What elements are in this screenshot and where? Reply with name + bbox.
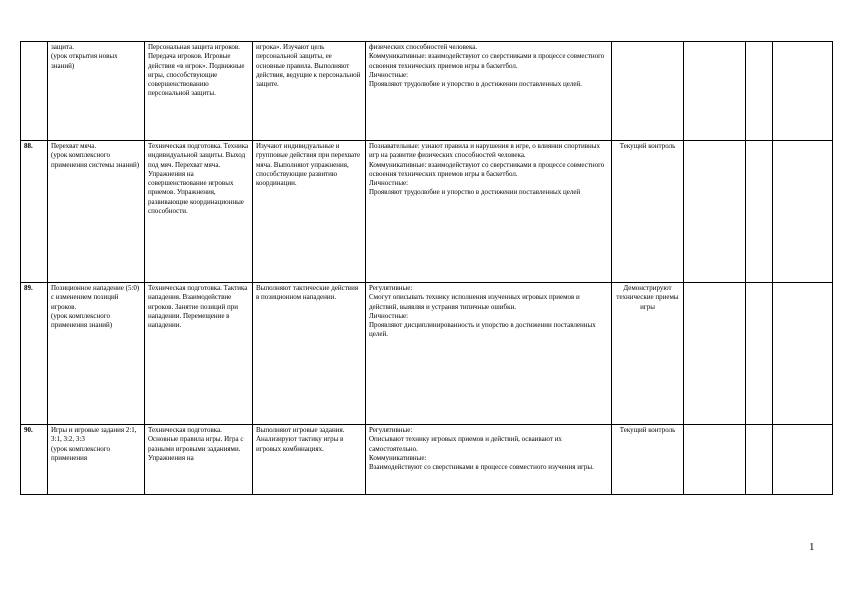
table-row <box>21 425 833 495</box>
empty-cell <box>684 283 746 425</box>
control-type: Текущий контроль <box>612 425 684 495</box>
lesson-topic: Позиционное нападение (5:0) с изменением позиций игроков. (урок комплексного применения знаний) <box>48 283 145 425</box>
empty-cell <box>773 42 833 141</box>
lesson-content: Техническая подготовка. Техника индивидуальной защиты. Выход под мяч. Перехват мяча. Упражнения на совершенствование игровых приемов. Упражнения, развивающие координационные способности. <box>145 141 253 283</box>
student-activity: Изучают индивидуальные и групповые действия при перехвате мяча. Выполняют упражнения, способствующие развитию координации. <box>253 141 366 283</box>
empty-cell <box>773 141 833 283</box>
planned-results: Регулятивные: Описывают технику игровых приемов и действий, осваивают их самостоятельно. Коммуникативные: Взаимодействуют со сверстниками в процессе совместного изучения игры. <box>366 425 612 495</box>
lesson-content: Техническая подготовка. Тактика нападения. Взаимодействие игроков. Занятие позиций при нападении. Перемещение в нападении. <box>145 283 253 425</box>
control-type: Демонстрируют технические приемы игры <box>612 283 684 425</box>
table-row <box>21 283 833 425</box>
student-activity: игрока». Изучают цель персональной защиты, ее основные правила. Выполняют действия, ведущие к персональной защите. <box>253 42 366 141</box>
lesson-content: Персональная защита игроков. Передача игроков. Игровые действия «в игрок». Подвижные игры, способствующие совершенствованию персональной защиты. <box>145 42 253 141</box>
empty-cell <box>684 42 746 141</box>
lesson-number: 89. <box>21 283 48 425</box>
table-row <box>21 141 833 283</box>
control-type <box>612 42 684 141</box>
planned-results: Регулятивные: Смогут описывать технику исполнения изученных игровых приемов и действий, выявляя и устраняя типичные ошибки. Личностные: Проявляют дисциплинированность и упорство в достижении поставленных целей. <box>366 283 612 425</box>
empty-cell <box>773 425 833 495</box>
student-activity: Выполняют тактические действия в позиционном нападении. <box>253 283 366 425</box>
empty-cell <box>773 283 833 425</box>
lesson-topic: Перехват мяча. (урок комплексного применения системы знаний) <box>48 141 145 283</box>
lesson-content: Техническая подготовка. Основные правила игры. Игра с разными игровыми заданиями. Упражнения на <box>145 425 253 495</box>
lesson-topic: Игры и игровые задания 2:1, 3:1, 3:2, 3:3 (урок комплексного применения <box>48 425 145 495</box>
lesson-number: 90. <box>21 425 48 495</box>
empty-cell <box>746 283 773 425</box>
page-number: 1 <box>809 541 815 553</box>
lesson-plan-table <box>20 41 833 495</box>
empty-cell <box>684 141 746 283</box>
control-type: Текущий контроль <box>612 141 684 283</box>
empty-cell <box>746 42 773 141</box>
planned-results: физических способностей человека. Коммуникативные: взаимодействуют со сверстниками в процессе совместного освоения технических приемов игры в баскетбол. Личностные: Проявляют трудолюбие и упорство в достижении поставленных целей. <box>366 42 612 141</box>
lesson-number <box>21 42 48 141</box>
empty-cell <box>684 425 746 495</box>
student-activity: Выполняют игровые задания. Анализируют тактику игры в игровых комбинациях. <box>253 425 366 495</box>
empty-cell <box>746 141 773 283</box>
empty-cell <box>746 425 773 495</box>
planned-results: Познавательные: узнают правила и нарушения в игре, о влиянии спортивных игр на развитие физических способностей человека. Коммуникативные: взаимодействуют со сверстниками в процессе совместного освоения технических приемов игры в баскетбол. Личностные: Проявляют трудолюбие и упорство в достижении поставленных целей <box>366 141 612 283</box>
lesson-topic: защита. (урок открытия новых знаний) <box>48 42 145 141</box>
lesson-number: 88. <box>21 141 48 283</box>
table-row <box>21 42 833 141</box>
